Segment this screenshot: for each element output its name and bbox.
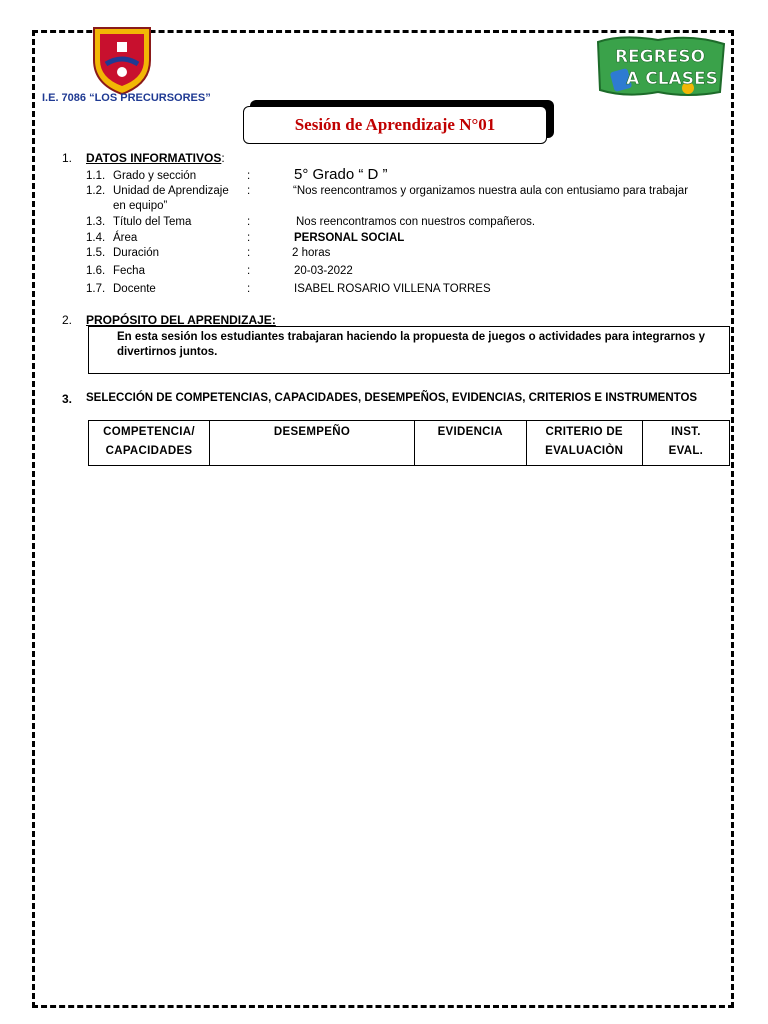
header-instrumento-line2: EVAL. [668, 445, 704, 457]
row-1-5-number: 1.5. [86, 247, 106, 259]
row-1-7-label: Docente [113, 283, 156, 295]
row-1-1-colon: : [247, 170, 251, 182]
header-evidencia-line1: EVIDENCIA [437, 426, 503, 438]
svg-text:A CLASES: A CLASES [626, 69, 718, 89]
section3-number: 3. [62, 392, 73, 406]
section3-title: SELECCIÓN DE COMPETENCIAS, CAPACIDADES, DESEMPEÑOS, EVIDENCIAS, CRITERIOS E INSTRUMENTOS [86, 392, 698, 404]
row-1-6-colon: : [247, 265, 251, 277]
header-instrumento [642, 421, 729, 466]
row-1-6-number: 1.6. [86, 265, 106, 277]
unidad-aprendizaje-continuation: en equipo” [113, 200, 168, 212]
school-name: I.E. 7086 “LOS PRECURSORES” [42, 92, 211, 104]
area-value: PERSONAL SOCIAL [294, 232, 405, 244]
section2-number: 2. [62, 313, 73, 327]
row-1-5-label: Duración [113, 247, 160, 259]
section1-title-suffix: : [221, 151, 225, 165]
row-1-3-label: Título del Tema [113, 216, 192, 228]
row-1-2-label: Unidad de Aprendizaje [113, 185, 229, 197]
section1-title-text: DATOS INFORMATIVOS [86, 151, 222, 165]
header-competencia [89, 421, 210, 466]
header-criterio-line2: EVALUACIÒN [545, 445, 624, 457]
school-crest-icon [90, 24, 154, 96]
purpose-box [88, 326, 730, 374]
duracion-value: 2 horas [292, 247, 331, 259]
row-1-7-colon: : [247, 283, 251, 295]
row-1-2-colon: : [247, 185, 251, 197]
grado-seccion-value: 5° Grado “ D ” [294, 166, 388, 183]
svg-text:REGRESO: REGRESO [614, 47, 706, 67]
competencies-table [88, 420, 730, 466]
row-1-7-number: 1.7. [86, 283, 106, 295]
purpose-text: En esta sesión los estudiantes trabajaran haciendo la propuesta de juegos o actividades para integrarnos y divertirnos juntos. [117, 331, 705, 358]
fecha-value: 20-03-2022 [294, 265, 353, 277]
header-desempeno [210, 421, 415, 466]
row-1-3-colon: : [247, 216, 251, 228]
session-title: Sesión de Aprendizaje N°01 [294, 115, 496, 134]
unidad-aprendizaje-value: “Nos reencontramos y organizamos nuestra aula con entusiamo para trabajar [293, 185, 689, 197]
row-1-5-colon: : [247, 247, 251, 259]
row-1-4-label: Área [113, 232, 138, 244]
row-1-1-number: 1.1. [86, 170, 106, 182]
section2-title: PROPÓSITO DEL APRENDIZAJE: [86, 313, 276, 327]
session-title-box [243, 106, 547, 144]
row-1-6-label: Fecha [113, 265, 145, 277]
section1-title [86, 151, 225, 165]
titulo-tema-value: Nos reencontramos con nuestros compañeros. [296, 216, 536, 228]
row-1-1-label: Grado y sección [113, 170, 197, 182]
header-criterio [526, 421, 642, 466]
header-evidencia [414, 421, 526, 466]
row-1-2-number: 1.2. [86, 185, 106, 197]
row-1-4-colon: : [247, 232, 251, 244]
regreso-a-clases-logo [592, 34, 728, 98]
section1-number: 1. [62, 151, 73, 165]
header-criterio-line1: CRITERIO DE [545, 426, 623, 438]
header-competencia-line2: CAPACIDADES [105, 445, 193, 457]
docente-value: ISABEL ROSARIO VILLENA TORRES [294, 283, 491, 295]
row-1-3-number: 1.3. [86, 216, 106, 228]
header-desempeno-line1: DESEMPEÑO [273, 426, 351, 438]
table-header-row [89, 421, 730, 466]
header-instrumento-line1: INST. [671, 426, 701, 438]
row-1-4-number: 1.4. [86, 232, 106, 244]
header-competencia-line1: COMPETENCIA/ [103, 426, 195, 438]
